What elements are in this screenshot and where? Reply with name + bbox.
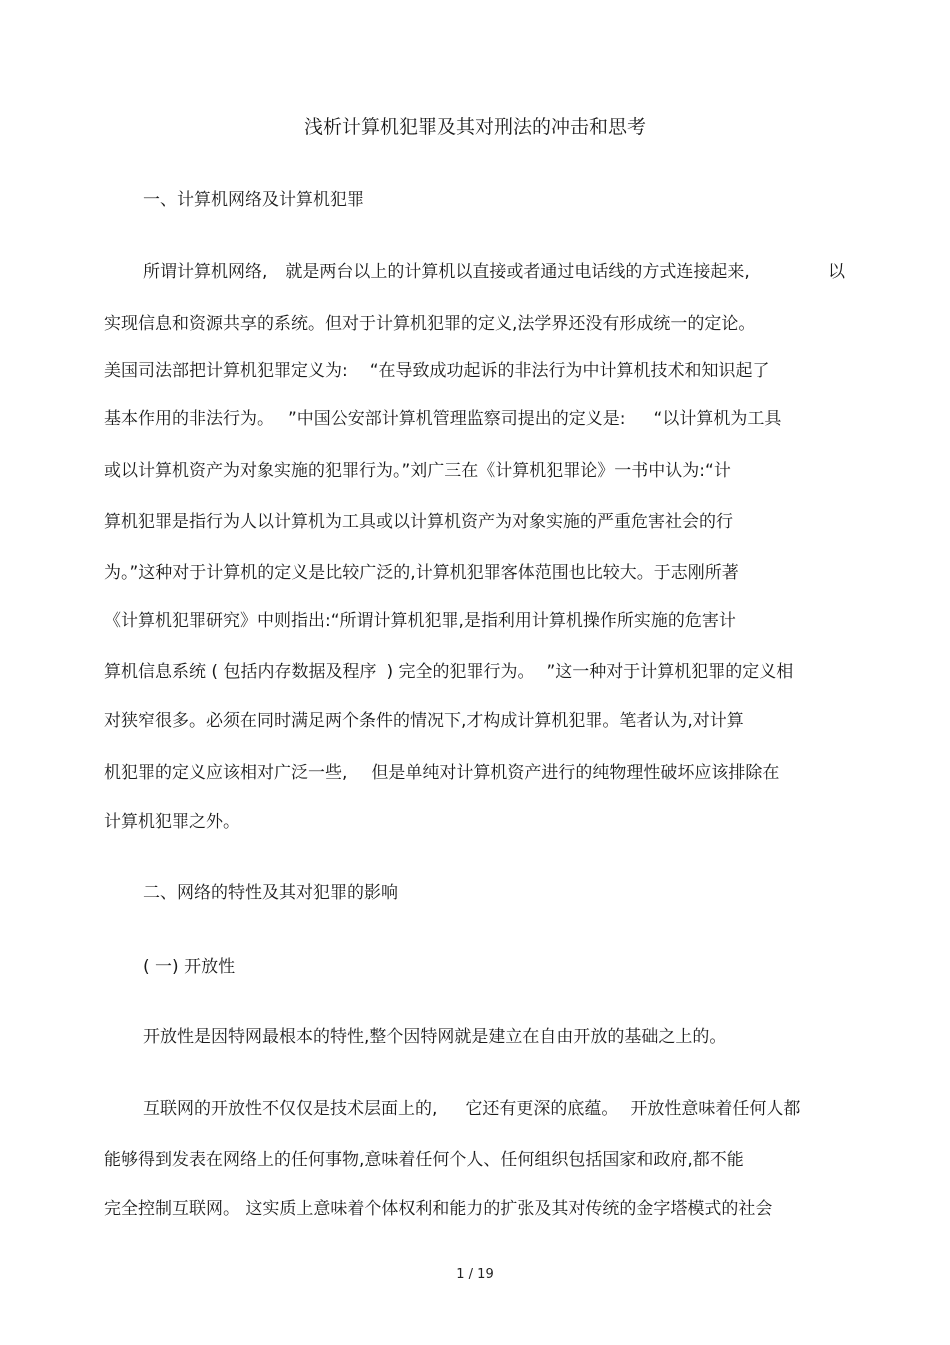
text-segment: 互联网的开放性不仅仅是技术层面上的, <box>143 1099 438 1119</box>
paragraph-line <box>104 761 779 785</box>
text-segment: 机犯罪的定义应该相对广泛一些, <box>104 763 348 783</box>
paragraph-line <box>143 1097 800 1121</box>
text-segment: 就是两台以上的计算机以直接或者通过电话线的方式连接起来, <box>285 262 750 282</box>
paragraph-line: 实现信息和资源共享的系统。但对于计算机犯罪的定义,法学界还没有形成统一的定论。 <box>104 314 756 334</box>
paragraph-line: 开放性是因特网最根本的特性,整个因特网就是建立在自由开放的基础之上的。 <box>143 1027 727 1047</box>
text-segment: 算机信息系统 ( 包括内存数据及程序 <box>104 662 377 682</box>
text-segment: ”中国公安部计算机管理监察司提出的定义是: <box>288 409 626 429</box>
paragraph-line: 算机犯罪是指行为人以计算机为工具或以计算机资产为对象实施的严重危害社会的行 <box>104 512 733 532</box>
text-segment: 开放性意味着任何人都 <box>630 1099 801 1119</box>
paragraph-line <box>104 660 793 684</box>
text-segment: ”这一种对于计算机犯罪的定义相 <box>546 662 794 682</box>
paragraph-line: 能够得到发表在网络上的任何事物,意味着任何个人、任何组织包括国家和政府,都不能 <box>104 1150 744 1170</box>
text-segment: 它还有更深的底蕴。 <box>465 1099 619 1119</box>
text-segment: 以 <box>828 262 845 282</box>
paragraph-line: 《计算机犯罪研究》中则指出:“所谓计算机犯罪,是指利用计算机操作所实施的危害计 <box>104 611 736 631</box>
subsection-heading: ( 一) 开放性 <box>143 957 236 977</box>
text-segment: ) 完全的犯罪行为。 <box>386 662 535 682</box>
section-heading: 一、计算机网络及计算机犯罪 <box>143 190 364 210</box>
paragraph-line: 计算机犯罪之外。 <box>104 812 240 832</box>
paragraph-line: 或以计算机资产为对象实施的犯罪行为。”刘广三在《计算机犯罪论》一书中认为:“计 <box>104 461 731 481</box>
paragraph-line <box>104 407 781 431</box>
paragraph-line: 为。”这种对于计算机的定义是比较广泛的,计算机犯罪客体范围也比较大。于志刚所著 <box>104 563 739 583</box>
text-segment: 美国司法部把计算机犯罪定义为: <box>104 361 348 381</box>
text-segment: “以计算机为工具 <box>653 409 782 429</box>
paragraph-line: 完全控制互联网。 这实质上意味着个体权利和能力的扩张及其对传统的金字塔模式的社会 <box>104 1199 773 1219</box>
paragraph-line <box>104 359 770 383</box>
section-heading: 二、网络的特性及其对犯罪的影响 <box>143 883 398 903</box>
text-segment: 但是单纯对计算机资产进行的纯物理性破坏应该排除在 <box>371 763 780 783</box>
paragraph-line: 对狭窄很多。必须在同时满足两个条件的情况下,才构成计算机犯罪。笔者认为,对计算 <box>104 711 744 731</box>
page-number: 1 / 19 <box>456 1267 494 1282</box>
paragraph-line <box>143 260 750 284</box>
text-segment: “在导致成功起诉的非法行为中计算机技术和知识起了 <box>369 361 770 381</box>
document-title: 浅析计算机犯罪及其对刑法的冲击和思考 <box>303 116 646 138</box>
text-segment: 基本作用的非法行为。 <box>104 409 274 429</box>
text-segment: 所谓计算机网络, <box>143 262 268 282</box>
